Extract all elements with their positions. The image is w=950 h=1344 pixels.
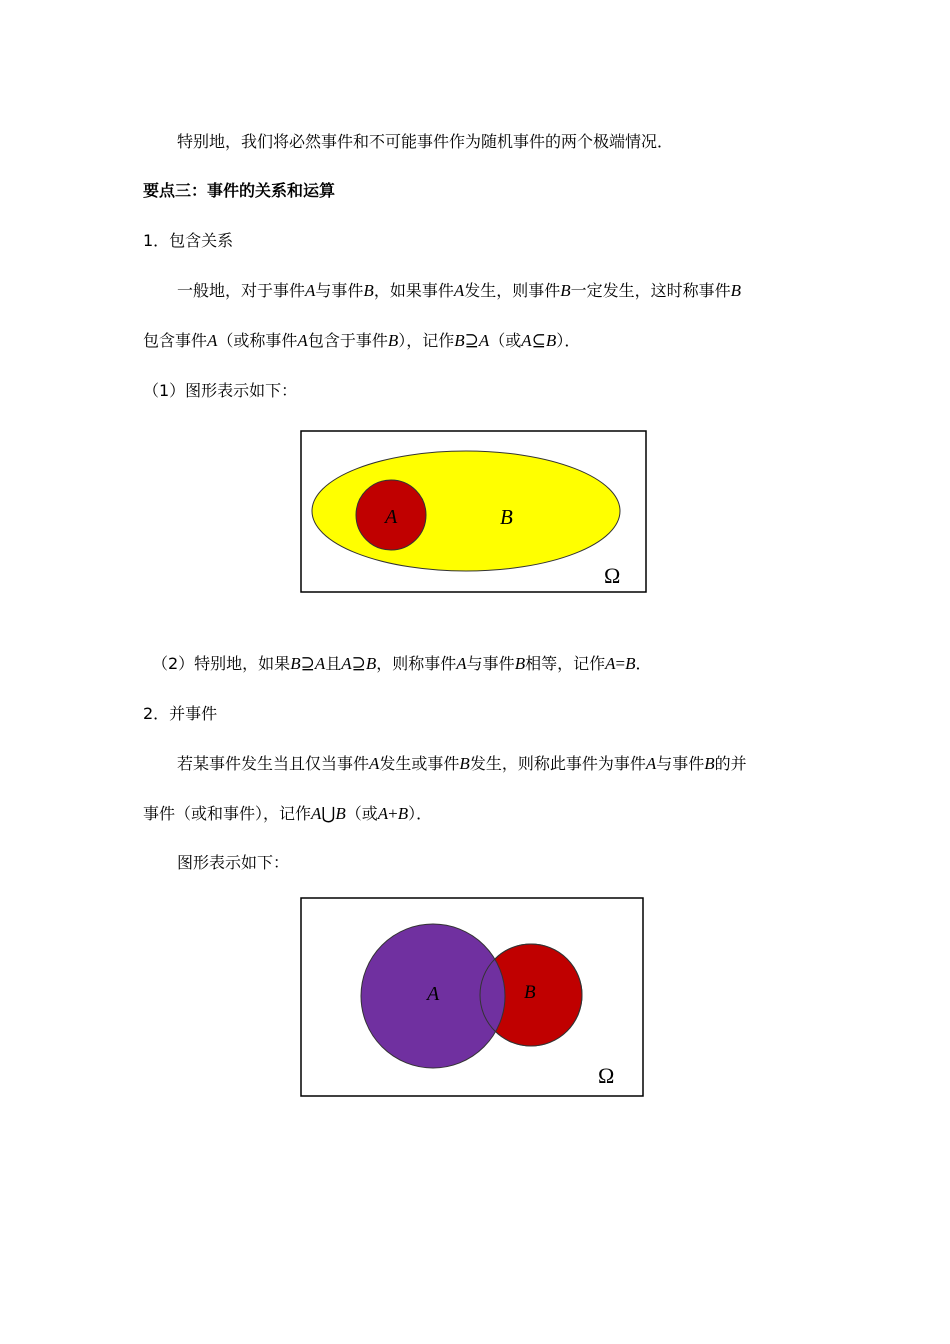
math-A: A: [369, 754, 380, 773]
text-run: ），记作: [398, 331, 455, 350]
text-run: 相等，记作: [525, 654, 606, 673]
math-A: A: [645, 754, 657, 773]
math-B: B: [704, 754, 715, 773]
intro-paragraph: [177, 131, 673, 153]
math-A: A: [453, 281, 465, 300]
math-A: A: [305, 281, 316, 300]
math-A: A: [605, 654, 616, 673]
text-run: 发生，则事件: [464, 281, 561, 300]
union-paragraph-line1: [177, 753, 747, 775]
union-diagram-svg: [300, 897, 645, 1099]
math-B: B: [454, 331, 465, 350]
label-a: A: [427, 983, 440, 1005]
math-B: B: [290, 654, 301, 673]
text-run: ）．: [556, 331, 581, 350]
math-B: B: [365, 654, 377, 673]
figure1-caption-text: （1）图形表示如下：: [143, 381, 298, 400]
text-run: 一定发生，这时称事件: [570, 281, 731, 300]
supseteq-symbol: ⊇: [300, 654, 315, 673]
text-run: 的并: [714, 754, 747, 773]
equality-paragraph: [152, 653, 651, 675]
math-B: B: [545, 331, 557, 350]
math-B: B: [363, 281, 374, 300]
math-A: A: [314, 654, 326, 673]
supseteq-symbol: ⊇: [351, 654, 366, 673]
supseteq-symbol: ⊇: [464, 331, 479, 350]
math-A: A: [456, 654, 467, 673]
inclusion-heading: [143, 230, 233, 252]
text-run: 一般地，对于事件: [177, 281, 306, 300]
intro-text: 特别地，我们将必然事件和不可能事件作为随机事件的两个极端情况．: [177, 132, 674, 151]
union-paragraph-line2: [143, 803, 432, 825]
math-A: A: [297, 331, 308, 350]
math-A: A: [377, 804, 389, 823]
plus-symbol: +: [388, 804, 398, 823]
inclusion-diagram-svg: [300, 430, 648, 595]
inclusion-diagram: [300, 430, 648, 595]
text-run: （或: [489, 331, 522, 350]
inclusion-paragraph-line1: [177, 280, 741, 302]
text-run: （2）特别地，如果: [152, 654, 291, 673]
label-b: B: [524, 982, 536, 1003]
section-heading-text: 要点三：事件的关系和运算: [143, 181, 336, 200]
text-run: 发生或事件: [379, 754, 460, 773]
figure2-caption: [177, 852, 289, 874]
text-run: ．: [635, 654, 652, 673]
math-A: A: [207, 331, 218, 350]
text-run: 包含事件: [143, 331, 208, 350]
figure2-caption-text: 图形表示如下：: [177, 853, 290, 872]
text-run: 且: [325, 654, 342, 673]
text-run: （或: [345, 804, 378, 823]
text-run: ，如果事件: [373, 281, 454, 300]
math-A: A: [521, 331, 532, 350]
math-B: B: [387, 331, 399, 350]
text-run: 与事件: [466, 654, 515, 673]
inclusion-paragraph-line2: [143, 330, 580, 352]
union-heading-text: 2．并事件: [143, 704, 218, 723]
equals-symbol: =: [615, 654, 626, 673]
union-diagram: [300, 897, 645, 1099]
text-run: ）．: [408, 804, 433, 823]
math-A: A: [341, 654, 352, 673]
label-omega: Ω: [598, 1063, 615, 1088]
text-run: 若某事件发生当且仅当事件: [177, 754, 370, 773]
label-omega: Ω: [604, 563, 621, 588]
math-B: B: [730, 281, 742, 300]
inclusion-heading-text: 1．包含关系: [143, 231, 234, 250]
text-run: ，则称事件: [376, 654, 457, 673]
label-a: A: [385, 506, 398, 528]
math-B: B: [397, 804, 409, 823]
text-run: 发生，则称此事件为事件: [469, 754, 646, 773]
text-run: （或称事件: [217, 331, 298, 350]
text-run: 与事件: [315, 281, 364, 300]
label-b: B: [500, 505, 513, 529]
section-heading: [143, 180, 335, 202]
cup-symbol: ⋃: [321, 804, 336, 823]
union-heading: [143, 703, 217, 725]
math-B: B: [560, 281, 571, 300]
math-B: B: [625, 654, 636, 673]
figure1-caption: [143, 380, 297, 402]
text-run: 与事件: [656, 754, 705, 773]
subseteq-symbol: ⊆: [531, 331, 546, 350]
text-run: 包含于事件: [307, 331, 388, 350]
math-B: B: [514, 654, 526, 673]
text-run: 事件（或和事件），记作: [143, 804, 312, 823]
math-B: B: [335, 804, 346, 823]
math-A: A: [311, 804, 322, 823]
math-B: B: [459, 754, 470, 773]
math-A: A: [478, 331, 490, 350]
